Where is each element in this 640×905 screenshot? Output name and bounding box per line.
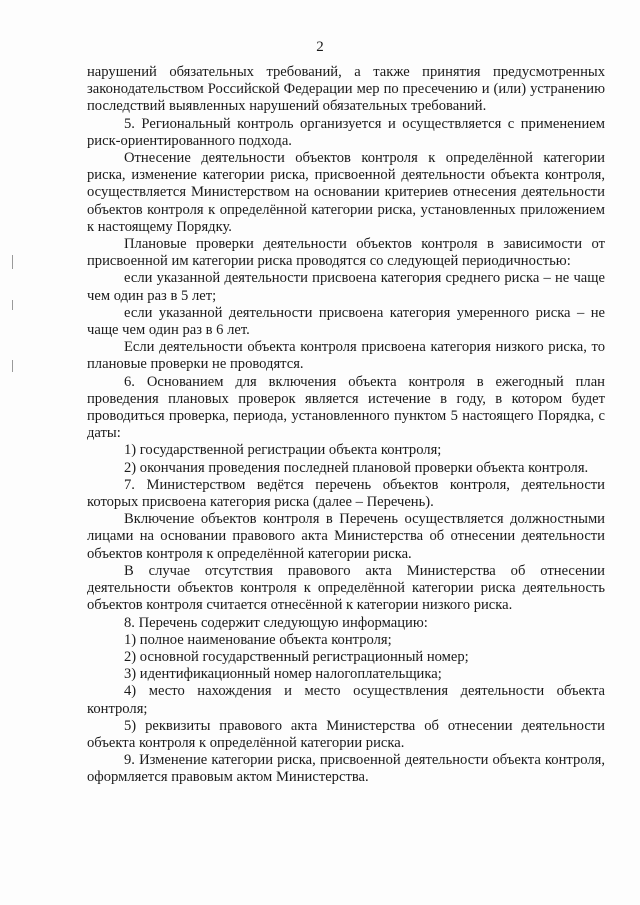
paragraph: 9. Изменение категории риска, присвоенной деятельности объекта контроля, оформляется правовым актом Министерства. — [87, 752, 605, 786]
list-item: 2) основной государственный регистрационный номер; — [124, 648, 469, 665]
page-number: 2 — [316, 39, 324, 55]
paragraph: Плановые проверки деятельности объектов контроля в зависимости от присвоенной им категории риска проводятся со следующей периодичностью: — [87, 236, 605, 270]
paragraph: 7. Министерством ведётся перечень объектов контроля, деятельности которых присвоена категория риска (далее – Перечень). — [87, 476, 605, 511]
scan-artifact — [12, 255, 13, 269]
list-item: 4) место нахождения и место осуществления деятельности объекта контроля; — [87, 683, 605, 717]
paragraph: Отнесение деятельности объектов контроля к определённой категории риска, изменение категории риска, присвоенной деятельности объекта контроля, осуществляется Министерством на основании критериев отнесения деятельности объектов контроля к определённой категории риска, установленных приложением к настоящему Порядку. — [87, 150, 605, 235]
paragraph: Включение объектов контроля в Перечень осуществляется должностными лицами на основании правового акта Министерства об отнесении деятельности объектов контроля к определённой категории риска. — [87, 511, 605, 562]
scan-artifact — [12, 360, 13, 372]
paragraph: если указанной деятельности присвоена категория среднего риска – не чаще чем один раз в 5 лет; — [87, 270, 605, 304]
paragraph: В случае отсутствия правового акта Министерства об отнесении деятельности объектов контроля к определённой категории риска деятельность объектов контроля считается отнесённой к категории низкого риска. — [87, 562, 605, 614]
document-body — [87, 64, 605, 787]
paragraph: нарушений обязательных требований, а также принятия предусмотренных законодательством Российской Федерации мер по пресечению и (или) устранению последствий выявленных нарушений обязательных требований. — [87, 64, 605, 115]
list-item: 1) государственной регистрации объекта контроля; — [124, 442, 442, 459]
list-item: 3) идентификационный номер налогоплательщика; — [124, 666, 442, 683]
paragraph: 8. Перечень содержит следующую информацию: — [124, 614, 428, 631]
scan-artifact — [12, 300, 13, 310]
list-item: 5) реквизиты правового акта Министерства об отнесении деятельности объекта контроля к определённой категории риска. — [87, 717, 605, 751]
paragraph: 5. Региональный контроль организуется и осуществляется с применением риск-ориентированного подхода. — [87, 115, 605, 149]
list-item: 1) полное наименование объекта контроля; — [124, 631, 392, 648]
list-item: 2) окончания проведения последней плановой проверки объекта контроля. — [124, 459, 589, 476]
paragraph: Если деятельности объекта контроля присвоена категория низкого риска, то плановые проверки не проводятся. — [87, 339, 605, 373]
paragraph: если указанной деятельности присвоена категория умеренного риска – не чаще чем один раз в 6 лет. — [87, 304, 605, 339]
paragraph: 6. Основанием для включения объекта контроля в ежегодный план проведения плановых проверок является истечение в году, в котором будет проводиться проверка, периода, установленного пунктом 5 настоящего Порядка, с даты: — [87, 373, 605, 442]
